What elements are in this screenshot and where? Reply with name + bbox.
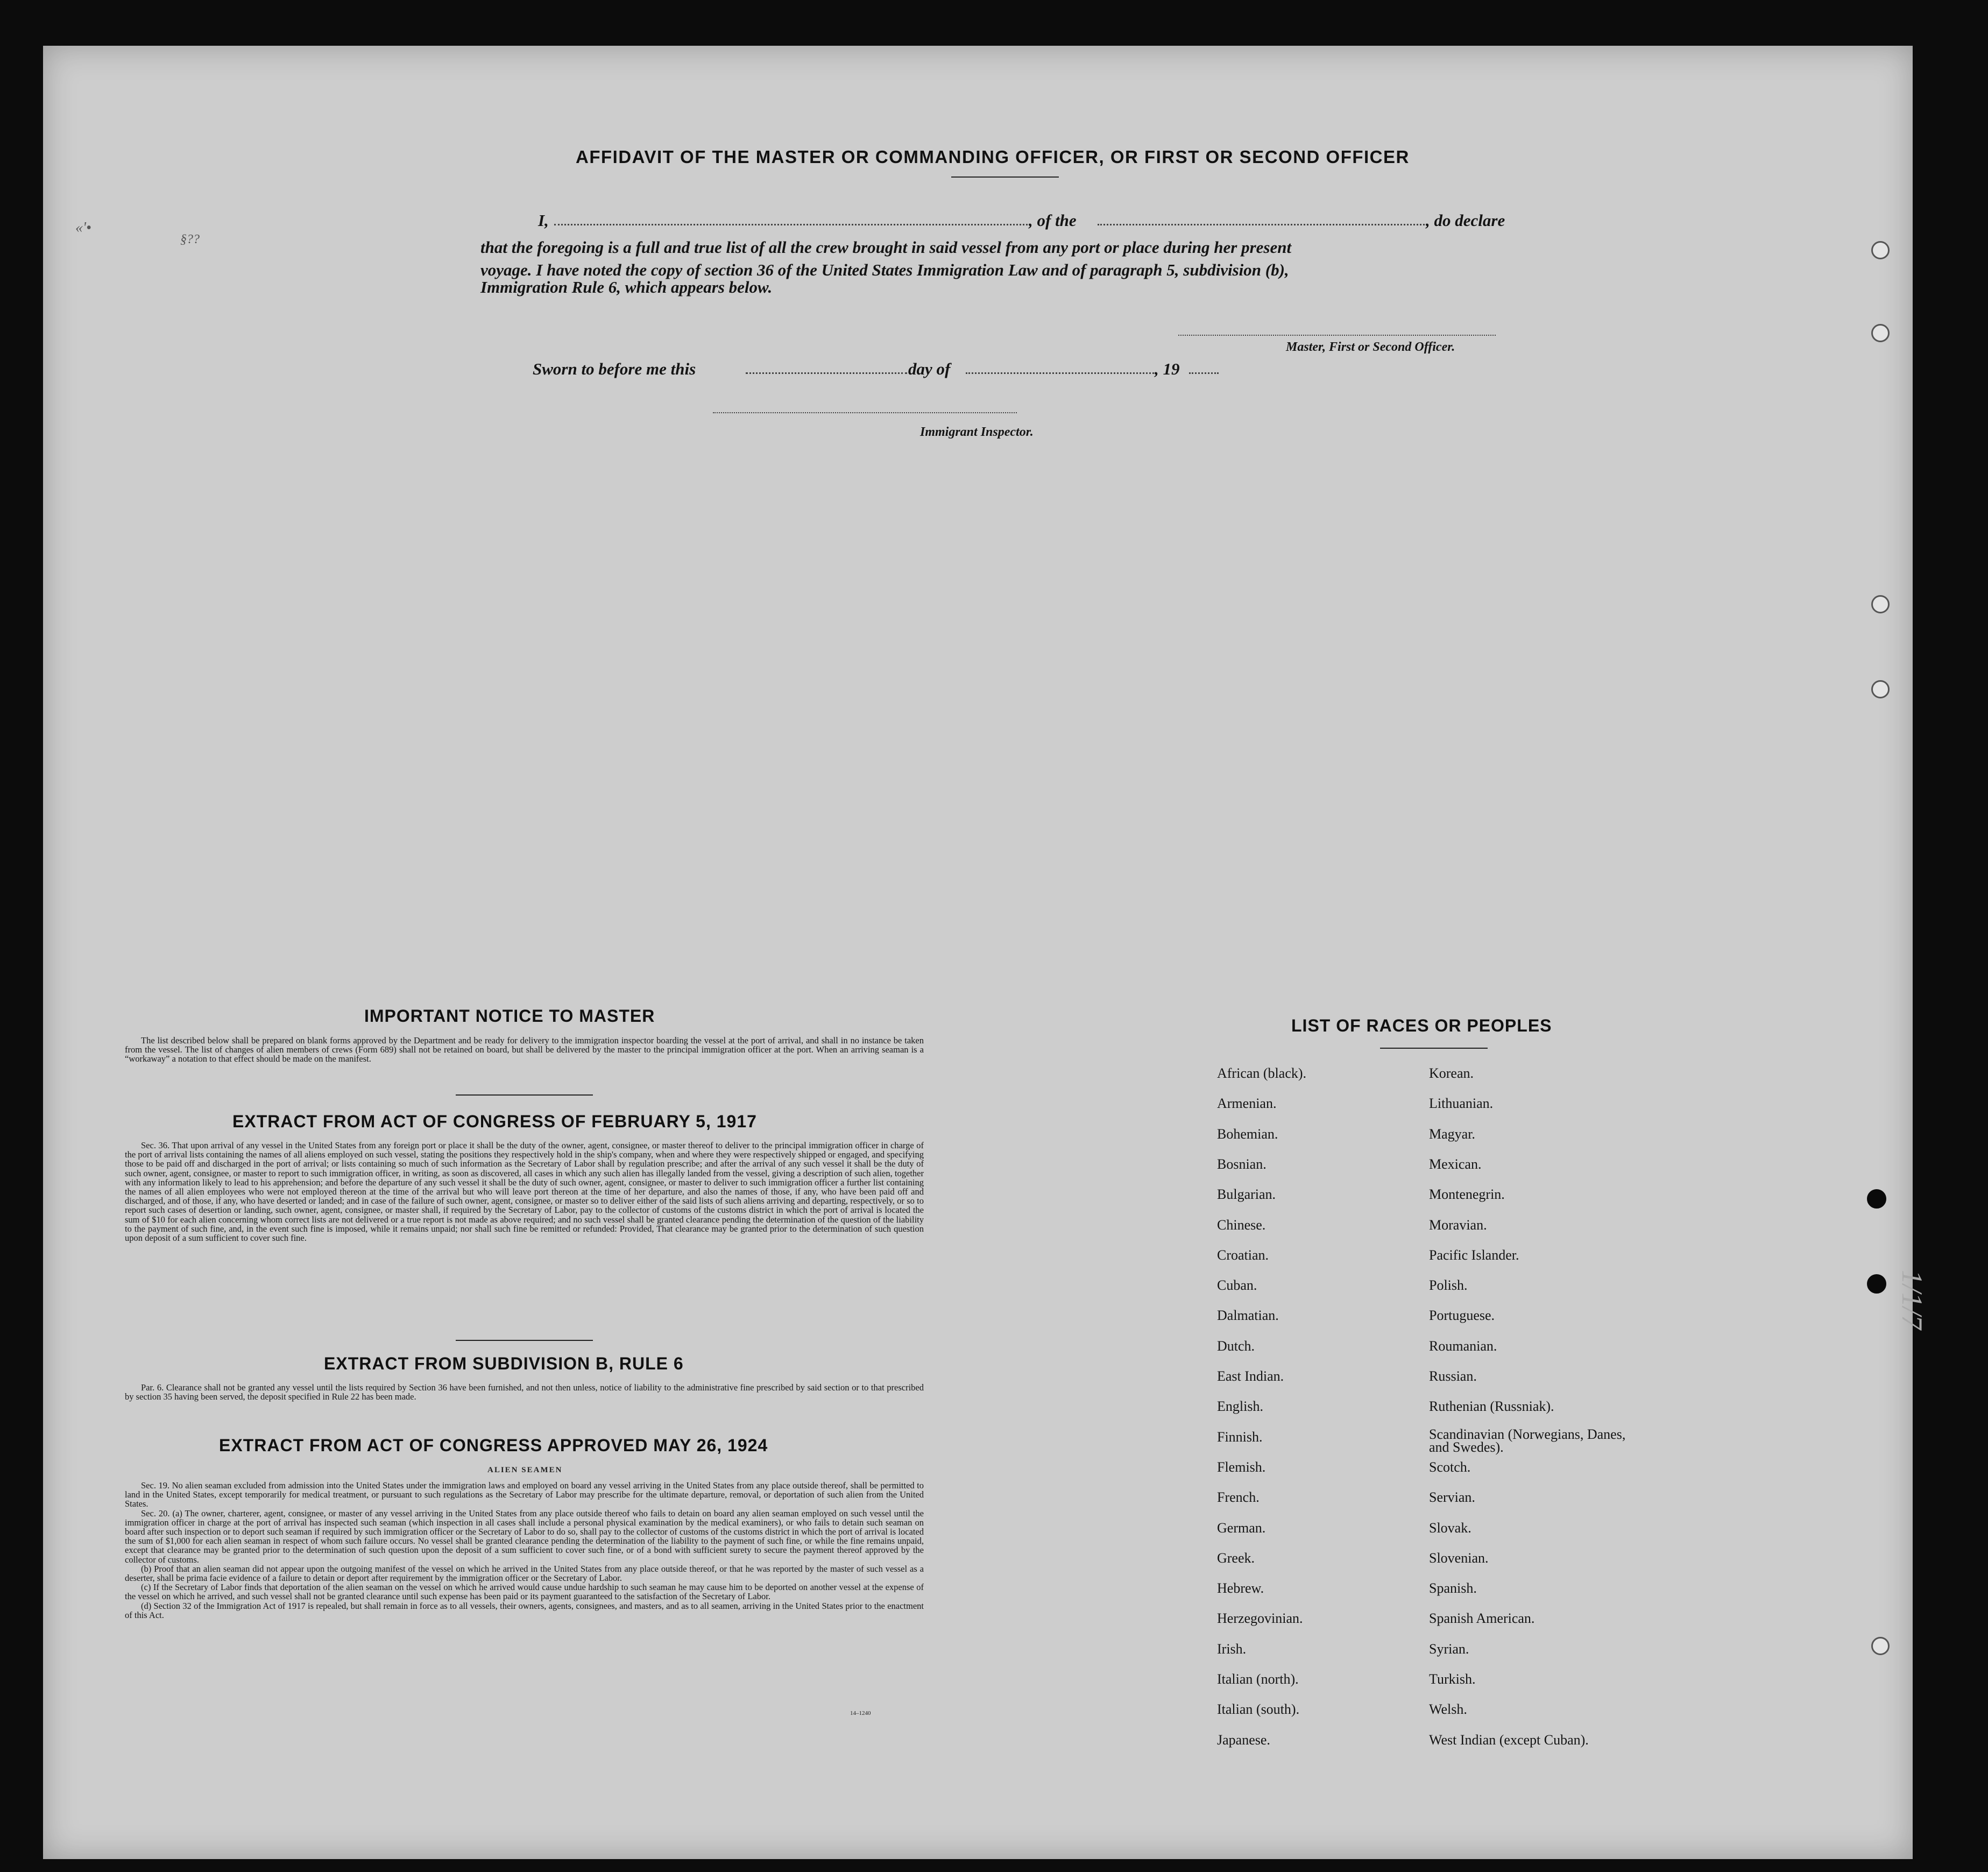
affidavit-line-3: voyage. I have noted the copy of section 36 of the United States Immigration Law and of paragraph 5, subdivision (b), (480, 260, 1289, 279)
punch-hole (1871, 595, 1890, 613)
race-item: Finnish. (1217, 1429, 1263, 1445)
sworn-text: Sworn to before me this (533, 359, 696, 378)
race-item: Irish. (1217, 1641, 1247, 1657)
extract-rule6-title: EXTRACT FROM SUBDIVISION B, RULE 6 (324, 1354, 684, 1373)
race-item: East Indian. (1217, 1368, 1284, 1384)
inspector-signature-line[interactable] (713, 412, 1017, 413)
margin-mark-left: «'• (75, 220, 91, 236)
sworn-day-blank[interactable] (746, 372, 907, 374)
margin-mark-right: 1/1/7 (1896, 1270, 1928, 1330)
race-item: Polish. (1429, 1277, 1468, 1294)
punch-hole-filled (1867, 1274, 1886, 1294)
master-signature-line[interactable] (1178, 335, 1496, 336)
race-item: Bulgarian. (1217, 1186, 1276, 1203)
race-item: Greek. (1217, 1550, 1255, 1566)
race-item: Russian. (1429, 1368, 1477, 1384)
sworn-year-blank[interactable] (1189, 372, 1219, 374)
notice-body (125, 1036, 924, 1064)
punch-hole (1871, 241, 1890, 259)
race-item: Flemish. (1217, 1459, 1266, 1475)
affidavit-title: AFFIDAVIT OF THE MASTER OR COMMANDING OFFICER, OR FIRST OR SECOND OFFICER (576, 147, 1410, 167)
punch-hole (1871, 680, 1890, 698)
race-item: German. (1217, 1520, 1266, 1536)
title-divider (951, 176, 1059, 178)
punch-hole-filled (1867, 1189, 1886, 1209)
race-item: Hebrew. (1217, 1580, 1264, 1597)
vessel-blank[interactable] (1098, 224, 1425, 225)
race-item: Armenian. (1217, 1096, 1277, 1112)
extract-1924-sec20a: Sec. 20. (a) The owner, charterer, agent, consignee, or master of any vessel arriving in the United States from any place outside thereof who fails to detain on board any alien seaman employed on such vessel until the immigration officer in charge at the port of arrival has inspected such seaman (which inspection in all cases shall include a personal physical examination by the medical examiners), or who fails to detain such seaman on board after such inspection or to deport such seaman if required by such immigration officer or the Secretary of Labor to do so, shall pay to the collector of customs of the customs district in which the port of arrival is located the sum of $1,000 for each alien seaman in respect of whom such failure occurs. No vessel shall be granted clearance pending the determination of the liability to the payment of such fine, or while the fine remains unpaid, except that clearance may be granted prior to the determination of such question upon the deposit of a sum sufficient to cover such fine, or of a bond with sufficient surety to secure the payment thereof approved by the collector of customs. (125, 1508, 924, 1565)
race-item: Mexican. (1429, 1156, 1482, 1172)
affidavit-of-the: , of the (1029, 211, 1077, 230)
race-item: Dutch. (1217, 1338, 1255, 1354)
race-item: Cuban. (1217, 1277, 1257, 1294)
race-item: Servian. (1429, 1489, 1475, 1506)
notice-divider (456, 1094, 593, 1096)
extract-1917-body (125, 1141, 924, 1242)
affidavit-declare: , do declare (1426, 211, 1505, 230)
extract-1924-sec20c: (c) If the Secretary of Labor finds that deportation of the alien seaman on the vessel on which he arrived would cause undue hardship to such seaman he may cause him to be deported on another vessel at the expense of the vessel on which he arrived, and such vessel shall not be granted clearance until such expense has been paid or its payment guaranteed to the satisfaction of the Secretary of Labor. (125, 1582, 924, 1602)
race-item: Bohemian. (1217, 1126, 1278, 1142)
extract-1924-sec20b: (b) Proof that an alien seaman did not appear upon the outgoing manifest of the vessel on which he arrived in the United States from any place outside thereof, or that he was reported by the master of such vessel as a deserter, shall be prima facie evidence of a failure to detain or deport after requirement by the immigration officer or the Secretary of Labor. (125, 1563, 924, 1584)
affidavit-line-2: that the foregoing is a full and true list of all the crew brought in said vessel from any port or place during her present (480, 238, 1292, 257)
race-item: Magyar. (1429, 1126, 1475, 1142)
race-item: Syrian. (1429, 1641, 1469, 1657)
race-item: Montenegrin. (1429, 1186, 1505, 1203)
race-item: Spanish American. (1429, 1610, 1535, 1627)
race-item: Italian (south). (1217, 1701, 1300, 1718)
name-blank[interactable] (554, 224, 1028, 225)
race-item: Scandinavian (Norwegians, Danes, and Swedes). (1429, 1426, 1626, 1455)
race-item: French. (1217, 1489, 1260, 1506)
punch-hole (1871, 1637, 1890, 1655)
alien-seamen-subtitle: ALIEN SEAMEN (487, 1466, 563, 1474)
extract-rule6-body (125, 1383, 924, 1401)
race-item: Bosnian. (1217, 1156, 1267, 1172)
race-item: African (black). (1217, 1065, 1307, 1081)
races-divider (1380, 1048, 1488, 1049)
inspector-label: Immigrant Inspector. (920, 425, 1034, 439)
margin-mark-left-2: §?? (180, 232, 200, 246)
race-item: Herzegovinian. (1217, 1610, 1303, 1627)
extract-1917-paragraph: Sec. 36. That upon arrival of any vessel in the United States from any foreign port or place it shall be the duty of the owner, agent, consignee, or master thereof to deliver to the principal immigration officer in charge of the port of arrival lists containing the names of all aliens employed on such vessel, stating the positions they respectively hold in the ship's company, when and where they were respectively shipped or engaged, and specifying those to be paid off and discharged in the port of arrival; or lists containing so much of such information as the Secretary of Labor shall by regulation prescribe; and after the arrival of any such vessel it shall be the duty of such owner, agent, consignee, or master to report to such immigration officer, in writing, as soon as discovered, all cases in which any such alien has illegally landed from the vessel, giving a description of such alien, together with any information likely to lead to his apprehension; and before the departure of any such vessel it shall be the duty of such owner, agent, consignee, or master to deliver to such immigration officer a further list containing the names of all alien employees who were not employed thereon at the time of the arrival but who will leave port thereon at the time of her departure, and also the names of those, if any, who have been paid off and discharged, and of those, if any, who have deserted or landed; and in case of the failure of such owner, agent, consignee, or master so to deliver either of the said lists of such aliens arriving and departing, respectively, or so to report such cases of desertion or landing, such owner, agent, consignee, or master shall, if required by the Secretary of Labor, pay to the collector of customs of the customs district in which the port of arrival is located the sum of $10 for each alien concerning whom correct lists are not delivered or a true report is not made as above required; and no such vessel shall be granted clearance pending the determination of the question of the liability to the payment of such fine, and, in the event such fine is imposed, while it remains unpaid; nor shall such fine be remitted or refunded: Provided, That clearance may be granted prior to the determination of such question upon deposit of a sum sufficient to cover such fine. (125, 1140, 924, 1244)
form-number: 14–1240 (850, 1710, 871, 1716)
race-item: Portuguese. (1429, 1308, 1495, 1324)
race-item: English. (1217, 1398, 1263, 1415)
extract-1924-sec19: Sec. 19. No alien seaman excluded from admission into the United States under the immigration laws and employed on board any vessel arriving in the United States from any place outside thereof, shall be permitted to land in the United States, except temporarily for medical treatment, or pursuant to such regulations as the Secretary of Labor may prescribe for the ultimate departure, removal, or deportation of such alien from the United States. (125, 1480, 924, 1509)
race-item: Scotch. (1429, 1459, 1471, 1475)
extract-rule6-paragraph: Par. 6. Clearance shall not be granted any vessel until the lists required by Section 36 have been furnished, and not then unless, notice of liability to the administrative fine prescribed by said section or to that prescribed by section 35 having been served, the deposit specified in Rule 22 has been made. (125, 1382, 924, 1402)
race-item: Roumanian. (1429, 1338, 1497, 1354)
notice-paragraph: The list described below shall be prepared on blank forms approved by the Department and be ready for delivery to the immigration inspector boarding the vessel at the port of arrival, and shall in no instance be taken from the vessel. The list of changes of alien members of crews (Form 689) shall not be retained on board, but shall be delivered by the master to the principal immigration officer at the port. When an arriving seaman is a “workaway” a notation to that effect should be made on the manifest. (125, 1035, 924, 1064)
race-item: Slovenian. (1429, 1550, 1489, 1566)
race-item: Welsh. (1429, 1701, 1467, 1718)
race-item: Croatian. (1217, 1247, 1269, 1263)
extract-1924-title: EXTRACT FROM ACT OF CONGRESS APPROVED MAY 26, 1924 (219, 1436, 768, 1455)
race-item: West Indian (except Cuban). (1429, 1732, 1589, 1748)
extract-1917-title: EXTRACT FROM ACT OF CONGRESS OF FEBRUARY 5, 1917 (232, 1112, 757, 1131)
race-item: Moravian. (1429, 1217, 1487, 1233)
race-item: Korean. (1429, 1065, 1474, 1081)
affidavit-line-4: Immigration Rule 6, which appears below. (480, 278, 773, 296)
race-item: Italian (north). (1217, 1671, 1299, 1687)
race-item: Japanese. (1217, 1732, 1270, 1748)
race-item: Dalmatian. (1217, 1308, 1279, 1324)
race-item: Lithuanian. (1429, 1096, 1494, 1112)
extract-1924-sec20d: (d) Section 32 of the Immigration Act of 1917 is repealed, but shall remain in force as to all vessels, their owners, agents, consignees, and masters, and as to all seamen, arriving in the United States prior to the enactment of this Act. (125, 1600, 924, 1620)
sworn-day-of: day of (908, 359, 951, 378)
race-item: Chinese. (1217, 1217, 1266, 1233)
races-title: LIST OF RACES OR PEOPLES (1291, 1016, 1552, 1035)
extract-1917-divider (456, 1340, 593, 1341)
race-item: Spanish. (1429, 1580, 1477, 1597)
notice-title: IMPORTANT NOTICE TO MASTER (364, 1006, 655, 1026)
extract-1924-body (125, 1481, 924, 1620)
race-item: Slovak. (1429, 1520, 1471, 1536)
race-item: Ruthenian (Russniak). (1429, 1398, 1554, 1415)
race-item: Turkish. (1429, 1671, 1476, 1687)
punch-hole (1871, 324, 1890, 342)
sworn-year: , 19 (1155, 359, 1180, 378)
sworn-month-blank[interactable] (966, 372, 1154, 374)
affidavit-i: I, (538, 211, 549, 230)
race-item: Pacific Islander. (1429, 1247, 1519, 1263)
master-signature-label: Master, First or Second Officer. (1286, 340, 1455, 354)
